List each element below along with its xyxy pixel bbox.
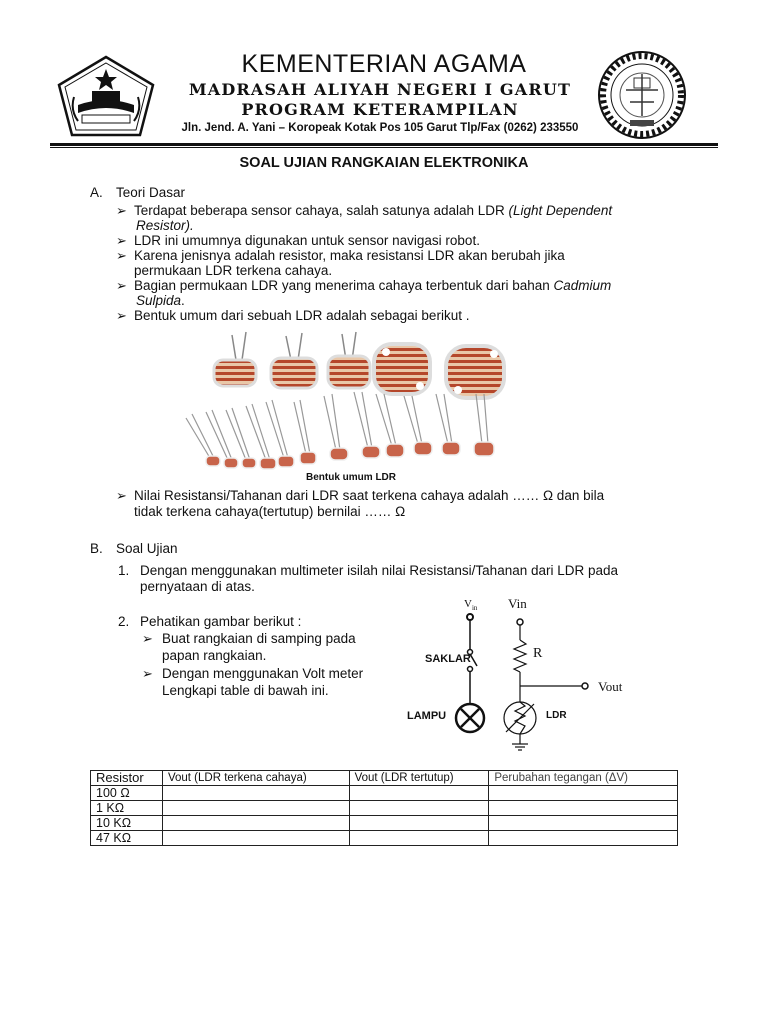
table-row [91, 786, 678, 801]
bullet-arrow: ➢ [142, 666, 153, 681]
section-b-label: B. [90, 541, 103, 556]
photo-caption: Bentuk umum LDR [306, 472, 396, 483]
vin-label-left: $V_{in}$ [464, 598, 478, 613]
vin-terminal-left [467, 614, 473, 620]
question-2-sub-1-cont: papan rangkaian. [162, 648, 267, 663]
table-row [91, 801, 678, 816]
exam-title: SOAL UJIAN RANGKAIAN ELEKTRONIKA [239, 155, 529, 171]
bullet-4: Bagian permukaan LDR yang menerima cahaya terbentuk dari bahan Cadmium [134, 278, 612, 293]
resistor-value: 10 KΩ [91, 816, 163, 831]
table-cell-input[interactable] [162, 831, 349, 846]
resistor-value: 100 Ω [91, 786, 163, 801]
bullet-arrow: ➢ [116, 308, 127, 323]
table-header: Perubahan tegangan (ΔV) [489, 771, 678, 786]
question-2-number: 2. [118, 614, 130, 629]
school-address: Jln. Jend. A. Yani – Koropeak Kotak Pos 105 Garut Tlp/Fax (0262) 233550 [181, 122, 579, 134]
bullet-arrow: ➢ [116, 203, 127, 218]
vin-terminal-right [517, 619, 523, 625]
table-cell-input[interactable] [489, 816, 678, 831]
bullet-arrow: ➢ [116, 278, 127, 293]
vout-terminal [582, 683, 588, 689]
table-header: Resistor [91, 771, 163, 786]
bullet-3: Karena jenisnya adalah resistor, maka resistansi LDR akan berubah jika [134, 248, 565, 263]
header-rule-thin [50, 147, 718, 148]
bullet-arrow: ➢ [116, 248, 127, 263]
bullet-5: Bentuk umum dari sebuah LDR adalah sebagai berikut . [134, 308, 470, 323]
school-name: MADRASAH ALIYAH NEGERI I GARUT [188, 80, 572, 99]
question-2-sub-2-cont: Lengkapi table di bawah ini. [162, 683, 329, 698]
switch-lever [470, 654, 477, 666]
ministry-name: KEMENTERIAN AGAMA [241, 50, 527, 78]
ldr-photo [176, 330, 536, 486]
table-header: Vout (LDR terkena cahaya) [162, 771, 349, 786]
section-a-heading: Teori Dasar [116, 185, 186, 200]
table-cell-input[interactable] [489, 831, 678, 846]
bullet-arrow: ➢ [116, 233, 127, 248]
resistor-value: 47 KΩ [91, 831, 163, 846]
bullet-arrow: ➢ [142, 631, 153, 646]
resistor-value: 1 KΩ [91, 801, 163, 816]
vin-label-right: Vin [508, 596, 527, 611]
resistor-symbol [514, 640, 526, 672]
question-2: Pehatikan gambar berikut : [140, 614, 302, 629]
table-row [91, 816, 678, 831]
bullet-1: Terdapat beberapa sensor cahaya, salah satunya adalah LDR (Light Dependent [134, 203, 613, 218]
table-cell-input[interactable] [162, 816, 349, 831]
table-cell-input[interactable] [162, 801, 349, 816]
bullet-4-cont: Sulpida. [136, 293, 185, 308]
bullet-6: Nilai Resistansi/Tahanan dari LDR saat terkena cahaya adalah …… Ω dan bila [134, 488, 605, 503]
table-cell-input[interactable] [489, 801, 678, 816]
question-1: Dengan menggunakan multimeter isilah nilai Resistansi/Tahanan dari LDR pada [140, 563, 619, 578]
school-emblem [596, 50, 688, 140]
question-1-cont: pernyataan di atas. [140, 579, 255, 594]
table-cell-input[interactable] [349, 831, 489, 846]
switch-contact [468, 667, 473, 672]
table-cell-input[interactable] [349, 786, 489, 801]
question-2-sub-2: Dengan menggunakan Volt meter [162, 666, 364, 681]
circuit-diagram [400, 592, 640, 762]
question-2-sub-1: Buat rangkaian di samping pada [162, 631, 356, 646]
section-a-label: A. [90, 185, 103, 200]
ldr-label: LDR [546, 710, 567, 721]
bullet-3-cont: permukaan LDR terkena cahaya. [134, 263, 333, 278]
table-header-row [91, 771, 678, 786]
header-rule-thick [50, 143, 718, 146]
bullet-1-cont: Resistor). [136, 218, 194, 233]
bullet-2: LDR ini umumnya digunakan untuk sensor navigasi robot. [134, 233, 480, 248]
table-header: Vout (LDR tertutup) [349, 771, 489, 786]
section-b-heading: Soal Ujian [116, 541, 178, 556]
program-name: PROGRAM KETERAMPILAN [241, 100, 519, 119]
measurement-table [90, 770, 678, 846]
table-row [91, 831, 678, 846]
switch-label: SAKLAR [425, 653, 471, 665]
table-cell-input[interactable] [349, 801, 489, 816]
vout-label: Vout [598, 679, 623, 694]
table-cell-input[interactable] [349, 816, 489, 831]
lamp-label: LAMPU [407, 710, 447, 722]
table-cell-input[interactable] [162, 786, 349, 801]
bullet-arrow: ➢ [116, 488, 127, 503]
bullet-6-cont: tidak terkena cahaya(tertutup) bernilai …… Ω [134, 504, 406, 519]
question-1-number: 1. [118, 563, 130, 578]
resistor-label: R [533, 646, 543, 661]
table-cell-input[interactable] [489, 786, 678, 801]
